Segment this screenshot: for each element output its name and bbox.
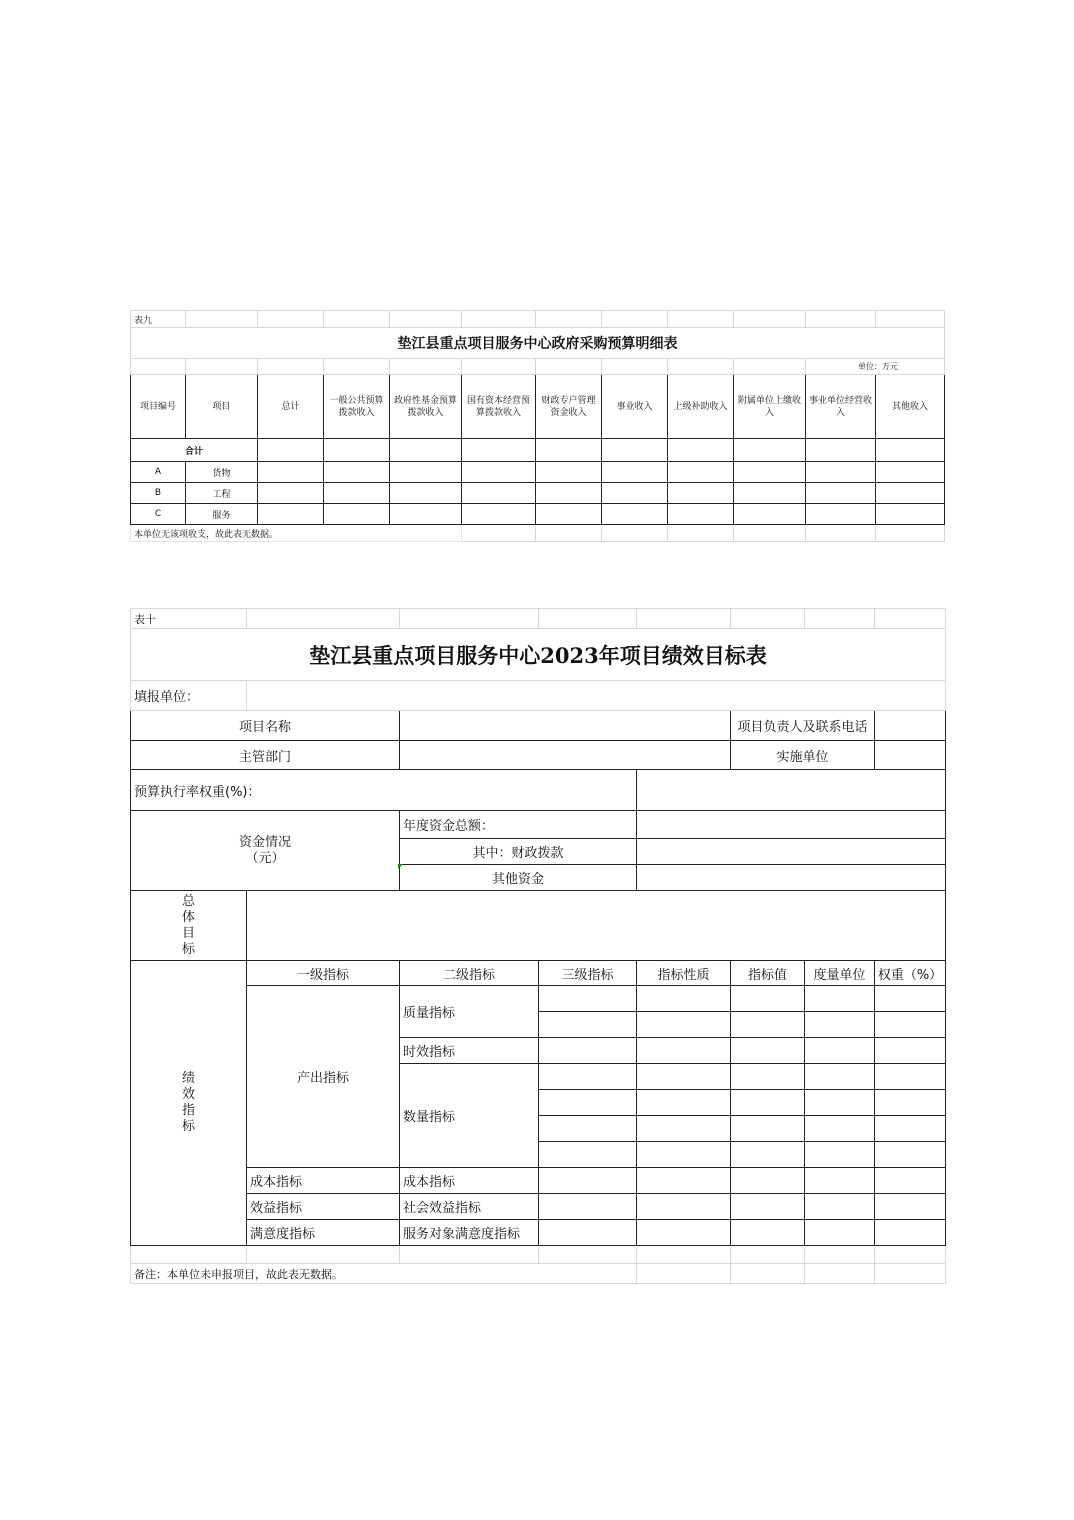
dept-label: 主管部门 [131,741,400,770]
col-header: 二级指标 [400,961,539,986]
dept-value [400,741,731,770]
fund-status-unit: （元） [245,850,285,866]
perf-index-text: 绩效指标 [181,1071,195,1134]
social-benefit-label: 社会效益指标 [400,1194,539,1220]
row-code: B [131,483,186,504]
row-code: C [131,504,186,525]
table-row [131,483,945,504]
row-name: 工程 [186,483,258,504]
col-header: 度量单位 [805,961,875,986]
header-cell: 一般公共预算拨款收入 [324,375,390,439]
header-cell: 事业收入 [602,375,668,439]
fill-unit-label: 填报单位： [131,681,247,711]
header-cell: 事业单位经营收入 [806,375,876,439]
quality-index-label: 质量指标 [400,986,539,1038]
table-note: 本单位无该项收支，故此表无数据。 [131,525,462,542]
project-leader-label: 项目负责人及联系电话 [731,711,875,741]
row-code: A [131,462,186,483]
table-tag: 表十 [131,609,247,629]
impl-unit-label: 实施单位 [731,741,875,770]
project-leader-value [875,711,946,741]
output-index-label: 产出指标 [247,986,400,1168]
overall-goal-label [131,891,247,961]
col-header: 三级指标 [539,961,637,986]
table-row [131,504,945,525]
header-cell: 项目编号 [131,375,186,439]
fund-status-label [131,811,400,891]
col-header: 指标性质 [637,961,731,986]
table-row [131,462,945,483]
col-header: 指标值 [731,961,805,986]
overall-goal-text: 总体目标 [181,893,195,957]
table-note: 备注：本单位未申报项目，故此表无数据。 [131,1264,637,1284]
col-header: 权重（%） [875,961,946,986]
row-name: 服务 [186,504,258,525]
impl-unit-value [875,741,946,770]
header-cell: 项目 [186,375,258,439]
benefit-index-label: 效益指标 [247,1194,400,1220]
quantity-index-label: 数量指标 [400,1064,539,1168]
budget-rate-label: 预算执行率权重(%)： [131,770,637,811]
project-name-label: 项目名称 [131,711,400,741]
procurement-budget-table [130,310,945,542]
fund-status-text: 资金情况 [238,834,291,850]
other-fund-label: 其他资金 [400,865,637,891]
header-cell: 附属单位上缴收入 [734,375,806,439]
header-cell: 政府性基金预算拨款收入 [390,375,462,439]
col-header: 一级指标 [247,961,400,986]
service-satisfaction-label: 服务对象满意度指标 [400,1220,539,1246]
performance-goal-table [130,608,946,1284]
budget-rate-value [637,770,946,811]
header-cell: 总计 [258,375,324,439]
header-cell: 国有资本经营预算拨款收入 [462,375,536,439]
timeliness-index-label: 时效指标 [400,1038,539,1064]
fiscal-label: 其中：财政拨款 [400,839,637,865]
header-cell: 其他收入 [876,375,945,439]
table-title: 垫江县重点项目服务中心政府采购预算明细表 [131,328,945,359]
header-cell: 财政专户管理资金收入 [536,375,602,439]
project-name-value [400,711,731,741]
total-label: 合计 [131,439,258,462]
annual-total-label: 年度资金总额： [400,811,637,839]
table-title: 垫江县重点项目服务中心2023年项目绩效目标表 [131,629,946,681]
header-cell: 上级补助收入 [668,375,734,439]
perf-index-label [131,961,247,1246]
cost-index-l2: 成本指标 [400,1168,539,1194]
row-name: 货物 [186,462,258,483]
satisfaction-index-label: 满意度指标 [247,1220,400,1246]
unit-label: 单位：万元 [806,359,945,375]
comment-marker [398,864,403,869]
table-tag: 表九 [131,311,186,328]
cost-index-l1: 成本指标 [247,1168,400,1194]
